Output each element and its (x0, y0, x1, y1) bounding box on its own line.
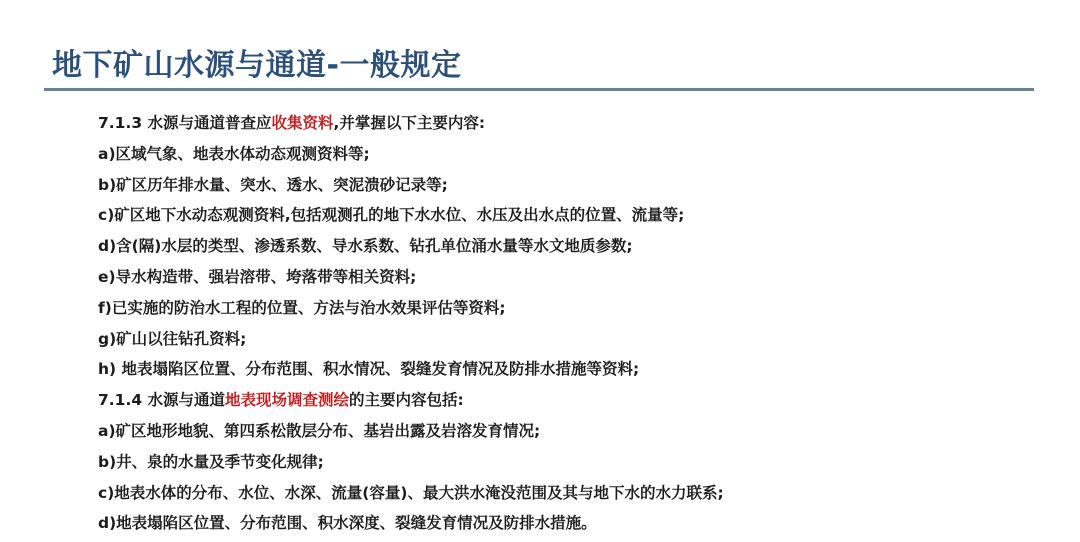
line-text: d)地表塌陷区位置、分布范围、积水深度、裂缝发育情况及防排水措施。 (98, 514, 597, 533)
content-body (98, 108, 1058, 539)
list-item (98, 354, 1058, 385)
line-text: ,并掌握以下主要内容: (333, 114, 486, 132)
list-item (98, 293, 1058, 324)
section-heading-7-1-4 (98, 385, 1058, 416)
page-title: 地下矿山水源与通道-一般规定 (52, 48, 462, 83)
line-text: a)矿区地形地貌、第四系松散层分布、基岩出露及岩溶发育情况; (98, 421, 541, 440)
title-divider (44, 88, 1034, 91)
highlight-text: 地表现场调查测绘 (225, 391, 350, 410)
line-text: 7.1.4 水源与通道 (98, 391, 226, 410)
line-text: c)矿区地下水动态观测资料,包括观测孔的地下水水位、水压及出水点的位置、流量等; (98, 206, 685, 225)
line-text: 的主要内容包括: (349, 391, 464, 410)
list-item (98, 324, 1058, 355)
line-text: h) 地表塌陷区位置、分布范围、积水情况、裂缝发育情况及防排水措施等资料; (98, 360, 640, 379)
section-heading-7-1-3 (98, 108, 1058, 139)
line-text: d)含(隔)水层的类型、渗透系数、导水系数、钻孔单位涌水量等水文地质参数; (98, 237, 633, 256)
highlight-text: 收集资料 (271, 114, 334, 132)
list-item (98, 508, 1058, 539)
line-text: b)矿区历年排水量、突水、透水、突泥溃砂记录等; (98, 175, 448, 194)
list-item (98, 262, 1058, 293)
list-item (98, 231, 1058, 262)
list-item (98, 478, 1058, 509)
line-text: e)导水构造带、强岩溶带、垮落带等相关资料; (98, 267, 417, 286)
line-text: f)已实施的防治水工程的位置、方法与治水效果评估等资料; (98, 298, 506, 317)
line-text: c)地表水体的分布、水位、水深、流量(容量)、最大洪水淹没范围及其与地下水的水力联系; (98, 483, 724, 502)
line-text: 7.1.3 水源与通道普查应 (98, 114, 272, 132)
line-text: g)矿山以往钻孔资料; (98, 329, 247, 348)
list-item (98, 200, 1058, 231)
list-item (98, 416, 1058, 447)
line-text: b)井、泉的水量及季节变化规律; (98, 452, 324, 471)
list-item (98, 447, 1058, 478)
line-text: a)区域气象、地表水体动态观测资料等; (98, 144, 370, 163)
list-item (98, 139, 1058, 170)
list-item (98, 170, 1058, 201)
